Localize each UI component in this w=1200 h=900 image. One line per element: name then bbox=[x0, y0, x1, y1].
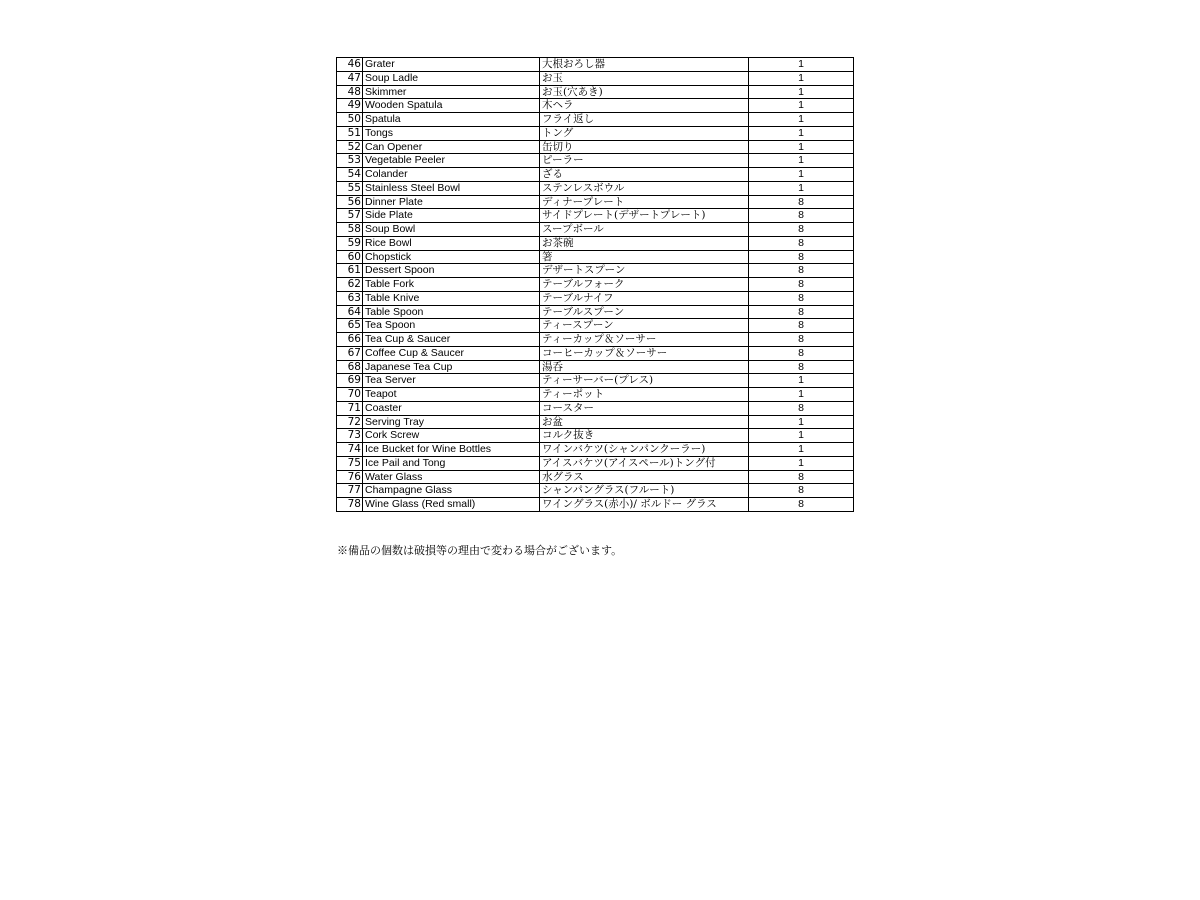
table-row bbox=[337, 113, 854, 127]
item-quantity-cell: 8 bbox=[749, 498, 854, 512]
table-row bbox=[337, 401, 854, 415]
table-row bbox=[337, 71, 854, 85]
item-number-cell: 68 bbox=[337, 360, 363, 374]
item-quantity-cell: 1 bbox=[749, 168, 854, 182]
item-japanese-name-cell: お玉(穴あき) bbox=[540, 85, 749, 99]
table-row bbox=[337, 250, 854, 264]
item-japanese-name-cell: ティーサーバー(プレス) bbox=[540, 374, 749, 388]
item-number-cell: 74 bbox=[337, 443, 363, 457]
item-number-cell: 72 bbox=[337, 415, 363, 429]
item-quantity-cell: 8 bbox=[749, 236, 854, 250]
item-quantity-cell: 1 bbox=[749, 415, 854, 429]
item-quantity-cell: 1 bbox=[749, 126, 854, 140]
item-quantity-cell: 8 bbox=[749, 360, 854, 374]
item-quantity-cell: 8 bbox=[749, 209, 854, 223]
table-row bbox=[337, 181, 854, 195]
table-row bbox=[337, 498, 854, 512]
item-english-name-cell: Stainless Steel Bowl bbox=[363, 181, 540, 195]
item-quantity-cell: 1 bbox=[749, 388, 854, 402]
item-quantity-cell: 8 bbox=[749, 470, 854, 484]
item-japanese-name-cell: お盆 bbox=[540, 415, 749, 429]
item-english-name-cell: Colander bbox=[363, 168, 540, 182]
item-japanese-name-cell: ティーカップ＆ソーサー bbox=[540, 333, 749, 347]
item-number-cell: 73 bbox=[337, 429, 363, 443]
item-number-cell: 58 bbox=[337, 223, 363, 237]
item-quantity-cell: 8 bbox=[749, 264, 854, 278]
item-number-cell: 55 bbox=[337, 181, 363, 195]
item-english-name-cell: Coaster bbox=[363, 401, 540, 415]
item-number-cell: 62 bbox=[337, 278, 363, 292]
table-row bbox=[337, 456, 854, 470]
inventory-table-body bbox=[337, 58, 854, 512]
item-english-name-cell: Cork Screw bbox=[363, 429, 540, 443]
item-japanese-name-cell: 箸 bbox=[540, 250, 749, 264]
item-number-cell: 53 bbox=[337, 154, 363, 168]
item-quantity-cell: 1 bbox=[749, 71, 854, 85]
item-japanese-name-cell: ワイングラス(赤小)/ ボルドー グラス bbox=[540, 498, 749, 512]
item-english-name-cell: Rice Bowl bbox=[363, 236, 540, 250]
table-row bbox=[337, 388, 854, 402]
item-english-name-cell: Chopstick bbox=[363, 250, 540, 264]
item-japanese-name-cell: 湯呑 bbox=[540, 360, 749, 374]
item-japanese-name-cell: テーブルフォーク bbox=[540, 278, 749, 292]
item-english-name-cell: Table Knive bbox=[363, 291, 540, 305]
item-english-name-cell: Dessert Spoon bbox=[363, 264, 540, 278]
item-quantity-cell: 1 bbox=[749, 154, 854, 168]
item-number-cell: 52 bbox=[337, 140, 363, 154]
table-row bbox=[337, 305, 854, 319]
table-row bbox=[337, 333, 854, 347]
table-row bbox=[337, 195, 854, 209]
item-number-cell: 54 bbox=[337, 168, 363, 182]
item-number-cell: 70 bbox=[337, 388, 363, 402]
item-quantity-cell: 8 bbox=[749, 401, 854, 415]
inventory-table bbox=[336, 57, 854, 512]
table-row bbox=[337, 154, 854, 168]
item-english-name-cell: Champagne Glass bbox=[363, 484, 540, 498]
item-japanese-name-cell: ティースプーン bbox=[540, 319, 749, 333]
item-english-name-cell: Soup Bowl bbox=[363, 223, 540, 237]
item-quantity-cell: 8 bbox=[749, 250, 854, 264]
item-english-name-cell: Skimmer bbox=[363, 85, 540, 99]
item-number-cell: 67 bbox=[337, 346, 363, 360]
item-english-name-cell: Wine Glass (Red small) bbox=[363, 498, 540, 512]
item-japanese-name-cell: 木ヘラ bbox=[540, 99, 749, 113]
item-japanese-name-cell: ステンレスボウル bbox=[540, 181, 749, 195]
table-row bbox=[337, 99, 854, 113]
item-quantity-cell: 1 bbox=[749, 456, 854, 470]
item-english-name-cell: Side Plate bbox=[363, 209, 540, 223]
item-quantity-cell: 1 bbox=[749, 99, 854, 113]
item-japanese-name-cell: ディナープレート bbox=[540, 195, 749, 209]
table-row bbox=[337, 429, 854, 443]
item-english-name-cell: Water Glass bbox=[363, 470, 540, 484]
item-number-cell: 59 bbox=[337, 236, 363, 250]
item-quantity-cell: 8 bbox=[749, 278, 854, 292]
item-quantity-cell: 8 bbox=[749, 223, 854, 237]
item-japanese-name-cell: ティーポット bbox=[540, 388, 749, 402]
table-row bbox=[337, 58, 854, 72]
item-number-cell: 77 bbox=[337, 484, 363, 498]
table-row bbox=[337, 443, 854, 457]
item-number-cell: 65 bbox=[337, 319, 363, 333]
item-english-name-cell: Soup Ladle bbox=[363, 71, 540, 85]
item-quantity-cell: 8 bbox=[749, 333, 854, 347]
table-row bbox=[337, 291, 854, 305]
item-english-name-cell: Japanese Tea Cup bbox=[363, 360, 540, 374]
item-japanese-name-cell: 大根おろし器 bbox=[540, 58, 749, 72]
footnote: ※備品の個数は破損等の理由で変わる場合がございます。 bbox=[337, 544, 623, 557]
table-row bbox=[337, 168, 854, 182]
item-number-cell: 61 bbox=[337, 264, 363, 278]
item-english-name-cell: Dinner Plate bbox=[363, 195, 540, 209]
table-row bbox=[337, 319, 854, 333]
table-row bbox=[337, 360, 854, 374]
item-english-name-cell: Ice Bucket for Wine Bottles bbox=[363, 443, 540, 457]
item-english-name-cell: Table Fork bbox=[363, 278, 540, 292]
item-quantity-cell: 1 bbox=[749, 443, 854, 457]
item-english-name-cell: Ice Pail and Tong bbox=[363, 456, 540, 470]
table-row bbox=[337, 140, 854, 154]
table-row bbox=[337, 85, 854, 99]
item-quantity-cell: 8 bbox=[749, 346, 854, 360]
table-row bbox=[337, 236, 854, 250]
item-japanese-name-cell: テーブルスプーン bbox=[540, 305, 749, 319]
item-quantity-cell: 1 bbox=[749, 181, 854, 195]
item-japanese-name-cell: お茶碗 bbox=[540, 236, 749, 250]
item-number-cell: 56 bbox=[337, 195, 363, 209]
item-japanese-name-cell: お玉 bbox=[540, 71, 749, 85]
item-japanese-name-cell: サイドプレート(デザートプレート) bbox=[540, 209, 749, 223]
item-english-name-cell: Tea Cup & Saucer bbox=[363, 333, 540, 347]
item-number-cell: 57 bbox=[337, 209, 363, 223]
item-english-name-cell: Vegetable Peeler bbox=[363, 154, 540, 168]
item-japanese-name-cell: コルク抜き bbox=[540, 429, 749, 443]
item-japanese-name-cell: スープボール bbox=[540, 223, 749, 237]
item-number-cell: 78 bbox=[337, 498, 363, 512]
item-japanese-name-cell: コースター bbox=[540, 401, 749, 415]
table-row bbox=[337, 415, 854, 429]
item-number-cell: 76 bbox=[337, 470, 363, 484]
item-number-cell: 64 bbox=[337, 305, 363, 319]
item-japanese-name-cell: シャンパングラス(フルート) bbox=[540, 484, 749, 498]
item-number-cell: 69 bbox=[337, 374, 363, 388]
item-quantity-cell: 1 bbox=[749, 140, 854, 154]
item-quantity-cell: 8 bbox=[749, 319, 854, 333]
item-number-cell: 49 bbox=[337, 99, 363, 113]
item-number-cell: 75 bbox=[337, 456, 363, 470]
item-japanese-name-cell: ざる bbox=[540, 168, 749, 182]
table-row bbox=[337, 278, 854, 292]
table-row bbox=[337, 470, 854, 484]
item-english-name-cell: Spatula bbox=[363, 113, 540, 127]
table-row bbox=[337, 374, 854, 388]
item-japanese-name-cell: 缶切り bbox=[540, 140, 749, 154]
item-english-name-cell: Wooden Spatula bbox=[363, 99, 540, 113]
item-number-cell: 66 bbox=[337, 333, 363, 347]
item-japanese-name-cell: トング bbox=[540, 126, 749, 140]
table-row bbox=[337, 264, 854, 278]
item-quantity-cell: 8 bbox=[749, 195, 854, 209]
item-english-name-cell: Coffee Cup & Saucer bbox=[363, 346, 540, 360]
item-quantity-cell: 8 bbox=[749, 484, 854, 498]
item-japanese-name-cell: ピーラー bbox=[540, 154, 749, 168]
item-number-cell: 47 bbox=[337, 71, 363, 85]
item-japanese-name-cell: デザートスプーン bbox=[540, 264, 749, 278]
item-japanese-name-cell: 水グラス bbox=[540, 470, 749, 484]
item-japanese-name-cell: アイスバケツ(アイスペール)トング付 bbox=[540, 456, 749, 470]
table-row bbox=[337, 223, 854, 237]
item-number-cell: 60 bbox=[337, 250, 363, 264]
item-english-name-cell: Serving Tray bbox=[363, 415, 540, 429]
item-japanese-name-cell: コーヒーカップ＆ソーサー bbox=[540, 346, 749, 360]
item-english-name-cell: Tongs bbox=[363, 126, 540, 140]
table-row bbox=[337, 484, 854, 498]
item-english-name-cell: Grater bbox=[363, 58, 540, 72]
item-quantity-cell: 1 bbox=[749, 58, 854, 72]
item-quantity-cell: 1 bbox=[749, 85, 854, 99]
item-english-name-cell: Tea Server bbox=[363, 374, 540, 388]
item-english-name-cell: Can Opener bbox=[363, 140, 540, 154]
table-row bbox=[337, 346, 854, 360]
item-english-name-cell: Teapot bbox=[363, 388, 540, 402]
item-number-cell: 48 bbox=[337, 85, 363, 99]
item-number-cell: 51 bbox=[337, 126, 363, 140]
item-quantity-cell: 1 bbox=[749, 113, 854, 127]
item-japanese-name-cell: フライ返し bbox=[540, 113, 749, 127]
table-row bbox=[337, 126, 854, 140]
item-number-cell: 50 bbox=[337, 113, 363, 127]
item-japanese-name-cell: テーブルナイフ bbox=[540, 291, 749, 305]
item-quantity-cell: 8 bbox=[749, 305, 854, 319]
item-number-cell: 71 bbox=[337, 401, 363, 415]
item-english-name-cell: Table Spoon bbox=[363, 305, 540, 319]
item-quantity-cell: 8 bbox=[749, 291, 854, 305]
item-number-cell: 46 bbox=[337, 58, 363, 72]
item-number-cell: 63 bbox=[337, 291, 363, 305]
item-japanese-name-cell: ワインバケツ(シャンパンクーラー) bbox=[540, 443, 749, 457]
table-row bbox=[337, 209, 854, 223]
item-quantity-cell: 1 bbox=[749, 429, 854, 443]
item-english-name-cell: Tea Spoon bbox=[363, 319, 540, 333]
item-quantity-cell: 1 bbox=[749, 374, 854, 388]
